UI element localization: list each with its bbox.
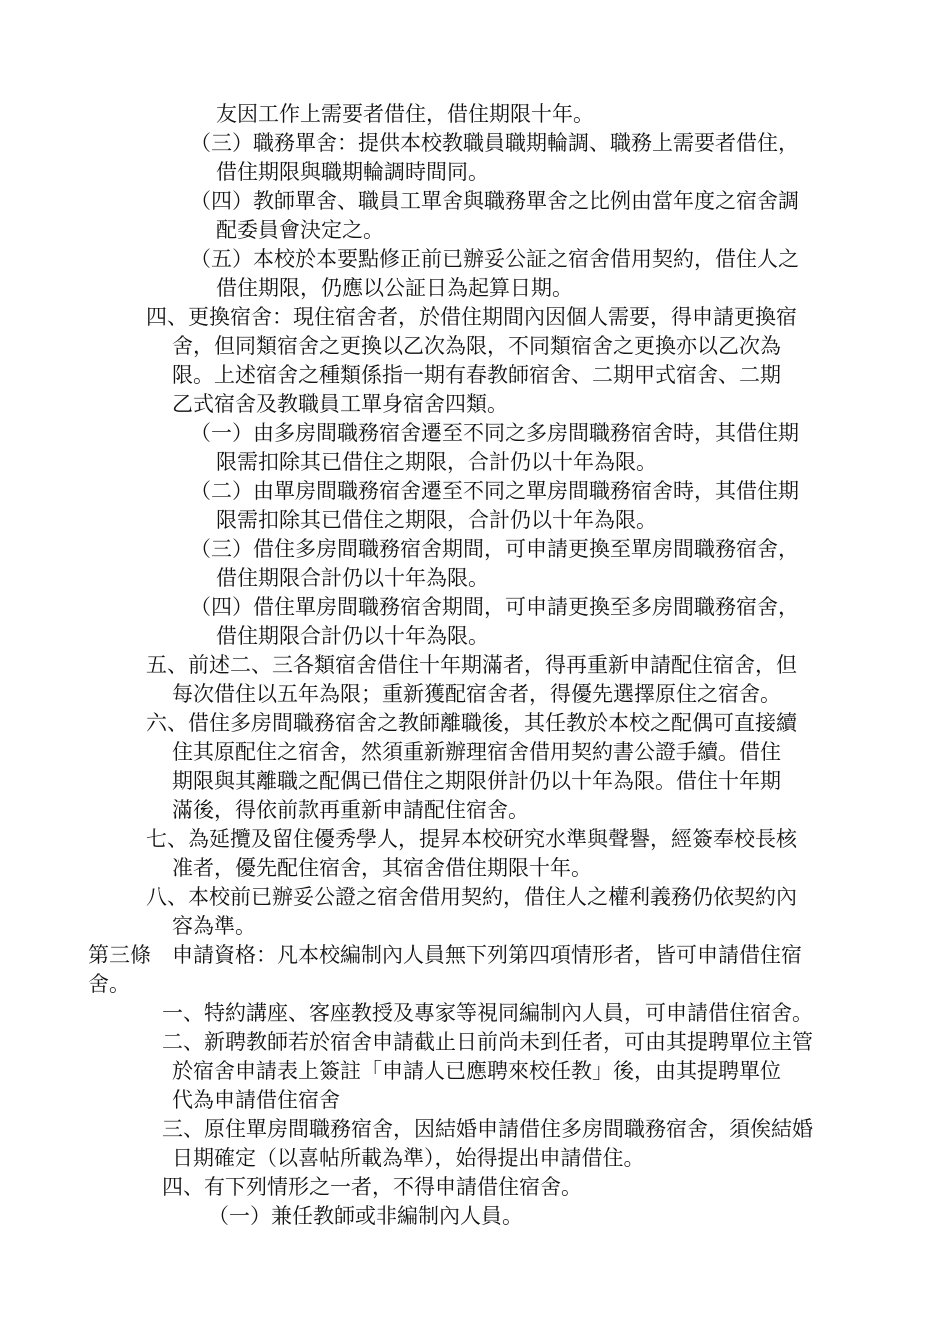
text-line: 一、特約講座、客座教授及專家等視同編制內人員，可申請借住宿舍。	[162, 1001, 813, 1025]
text-line: 乙式宿舍及教職員工單身宿舍四類。	[172, 392, 508, 416]
text-line: 限需扣除其已借住之期限，合計仍以十年為限。	[216, 450, 657, 474]
text-line: 八、本校前已辦妥公證之宿舍借用契約，借住人之權利義務仍依契約內	[146, 885, 797, 909]
text-line: （二）由單房間職務宿舍遷至不同之單房間職務宿舍時，其借住期	[190, 479, 799, 503]
text-line: 四、更換宿舍：現住宿舍者，於借住期間內因個人需要，得申請更換宿	[146, 305, 797, 329]
text-line: （四）借住單房間職務宿舍期間，可申請更換至多房間職務宿舍，	[190, 595, 799, 619]
text-line: 友因工作上需要者借住，借住期限十年。	[216, 102, 594, 126]
text-line: （三）職務單舍：提供本校教職員職期輪調、職務上需要者借住，	[190, 131, 799, 155]
text-line: 六、借住多房間職務宿舍之教師離職後，其任教於本校之配偶可直接續	[146, 711, 797, 735]
text-line: 住其原配住之宿舍，然須重新辦理宿舍借用契約書公證手續。借住	[172, 740, 781, 764]
text-line: 於宿舍申請表上簽註「申請人已應聘來校任教」後，由其提聘單位	[172, 1059, 781, 1083]
text-line: 准者，優先配住宿舍，其宿舍借住期限十年。	[172, 856, 592, 880]
text-line: 舍，但同類宿舍之更換以乙次為限，不同類宿舍之更換亦以乙次為	[172, 334, 781, 358]
text-line: （五）本校於本要點修正前已辦妥公証之宿舍借用契約，借住人之	[190, 247, 799, 271]
text-line: 三、原住單房間職務宿舍，因結婚申請借住多房間職務宿舍，須俟結婚	[162, 1117, 813, 1141]
article-heading: 第三條 申請資格：凡本校編制內人員無下列第四項情形者，皆可申請借住宿	[88, 943, 802, 967]
text-line: 借住期限與職期輪調時間同。	[216, 160, 489, 184]
text-line: 四、有下列情形之一者，不得申請借住宿舍。	[162, 1175, 582, 1199]
text-line: 配委員會決定之。	[216, 218, 384, 242]
text-line: 代為申請借住宿舍	[172, 1088, 340, 1112]
text-line: 滿後，得依前款再重新申請配住宿舍。	[172, 798, 529, 822]
text-line: 五、前述二、三各類宿舍借住十年期滿者，得再重新申請配住宿舍，但	[146, 653, 797, 677]
text-line: 容為準。	[172, 914, 256, 938]
text-line: （一）兼任教師或非編制內人員。	[208, 1204, 523, 1228]
text-line: 每次借住以五年為限；重新獲配宿舍者，得優先選擇原住之宿舍。	[172, 682, 781, 706]
text-line: 七、為延攬及留住優秀學人，提昇本校研究水準與聲譽，經簽奉校長核	[146, 827, 797, 851]
text-line: 二、新聘教師若於宿舍申請截止日前尚未到任者，可由其提聘單位主管	[162, 1030, 813, 1054]
text-line: 借住期限，仍應以公証日為起算日期。	[216, 276, 573, 300]
text-line: 限需扣除其已借住之期限，合計仍以十年為限。	[216, 508, 657, 532]
text-line: 借住期限合計仍以十年為限。	[216, 566, 489, 590]
text-line: （四）教師單舍、職員工單舍與職務單舍之比例由當年度之宿舍調	[190, 189, 799, 213]
text-line: 期限與其離職之配偶已借住之期限併計仍以十年為限。借住十年期	[172, 769, 781, 793]
text-line: 限。上述宿舍之種類係指一期有春教師宿舍、二期甲式宿舍、二期	[172, 363, 781, 387]
text-line: 舍。	[88, 972, 130, 996]
text-line: 日期確定（以喜帖所載為準），始得提出申請借住。	[172, 1146, 645, 1170]
text-line: （三）借住多房間職務宿舍期間，可申請更換至單房間職務宿舍，	[190, 537, 799, 561]
text-line: （一）由多房間職務宿舍遷至不同之多房間職務宿舍時，其借住期	[190, 421, 799, 445]
text-line: 借住期限合計仍以十年為限。	[216, 624, 489, 648]
